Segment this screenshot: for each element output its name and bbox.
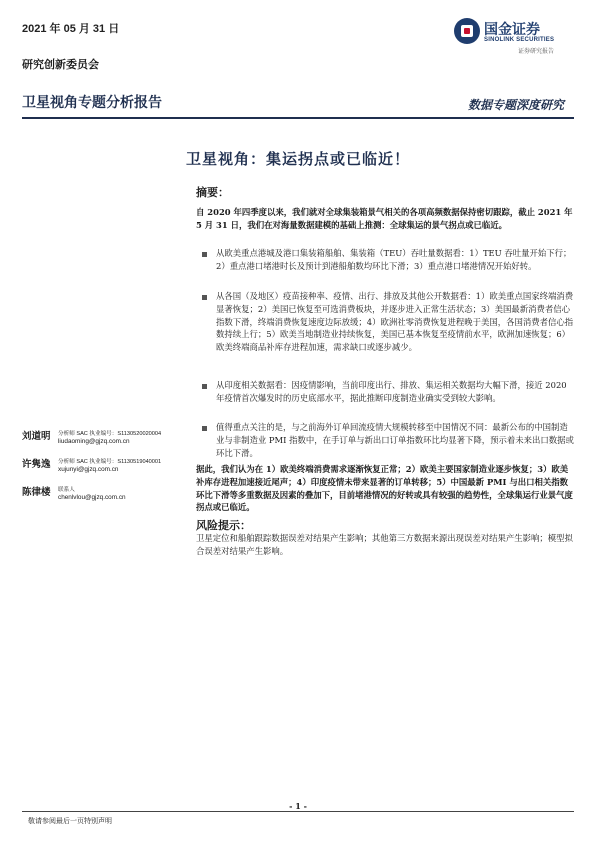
risk-heading: 风险提示： — [196, 519, 251, 532]
abstract-bullet: 从印度相关数据看：因疫情影响，当前印度出行、排放、集运相关数据均大幅下滑，接近 2020 年疫情首次爆发时的历史底部水平，据此推断印度制造业确实受到较大影响。 — [216, 380, 567, 403]
analyst-email: liudaoming@gjzq.com.cn — [58, 438, 130, 445]
logo-mark-icon — [454, 18, 480, 44]
risk-text: 卫星定位和船舶跟踪数据误差对结果产生影响；其他第三方数据来源出现误差对结果产生影响；模型拟合误差对结果产生影响。 — [196, 533, 573, 556]
bullet-marker — [202, 426, 207, 431]
report-subtitle: 数据专题深度研究 — [467, 98, 564, 112]
company-logo — [454, 18, 574, 58]
abstract-intro: 自 2020 年四季度以来，我们就对全球集装箱景气相关的各项高频数据保持密切跟踪，截止 2021 年 5 月 31 日，我们在对海量数据建模的基础上推测：全球集运的景气拐点或已临近。 — [196, 207, 573, 230]
bullet-marker — [202, 252, 207, 257]
abstract-conclusion: 据此，我们认为在 1）欧美终端消费需求逐渐恢复正常；2）欧美主要国家制造业逐步恢复；3）欧美补库存进程加速接近尾声；4）印度疫情未带来显著的订单转移；5）中国最新 PMI 与出口相关指数环比下滑等多重数据及因素的叠加下，目前堵港情况的好转或具有较强的趋势性，全球集运行业景气度拐点或已临近。 — [196, 464, 573, 513]
header-divider — [22, 117, 574, 119]
report-title: 卫星视角：集运拐点或已临近！ — [185, 150, 410, 168]
bullet-marker — [202, 384, 207, 389]
report-date: 2021 年 05 月 31 日 — [22, 23, 120, 35]
abstract-bullet: 值得重点关注的是，与之前海外订单回流疫情大规模转移至中国情况不同：最新公布的中国制造业与非制造业 PMI 指数中，在手订单与新出口订单指数环比均显著下降，预示着未来出口数据或环比下滑。 — [216, 422, 574, 458]
analyst-sac-id: 分析师 SAC 执业编号：S1130519040001 — [58, 459, 162, 465]
abstract-bullet: 从各国（及地区）疫苗接种率、疫情、出行、排放及其他公开数据看：1）欧美重点国家终端消费显著恢复；2）美国已恢复至可选消费板块，并逐步进入正常生活状态；3）美国最新消费者信心指数下滑，终端消费恢复速度边际放缓；4）欧洲社零消费恢复进程晚于美国，各国消费者信心指数持续上行；5）欧美当地制造业持续恢复，美国已基本恢复至疫情前水平，欧洲加速恢复；6）欧美终端商品补库存进程加速，需求缺口或逐步减少。 — [216, 291, 574, 353]
analyst-name: 刘道明 — [22, 431, 51, 442]
bullet-marker — [202, 295, 207, 300]
logo-name: 国金证券 — [484, 21, 540, 37]
footer-disclaimer: 敬请参阅最后一页特别声明 — [28, 817, 112, 825]
analyst-name: 许隽逸 — [22, 459, 51, 470]
page-number: - 1 - — [289, 801, 307, 811]
abstract-bullet: 从欧美重点港城及港口集装箱船舶、集装箱（TEU）吞吐量数据看：1）TEU 吞吐量开始下行；2）重点港口堵港时长及预计到港船舶数均环比下滑；3）重点港口堵港情况开始好转。 — [216, 248, 572, 271]
logo-english-name: SINOLINK SECURITIES — [484, 37, 555, 43]
committee-name: 研究创新委员会 — [22, 58, 99, 71]
analyst-sac-id: 分析师 SAC 执业编号：S1130520020004 — [58, 431, 162, 437]
report-type: 卫星视角专题分析报告 — [22, 94, 162, 110]
analyst-name: 陈律楼 — [22, 487, 51, 498]
abstract-heading: 摘要： — [196, 186, 229, 199]
logo-tagline: 证券研究报告 — [518, 48, 555, 55]
analyst-email: chenlvlou@gjzq.com.cn — [58, 494, 126, 501]
analyst-role: 联系人 — [58, 487, 75, 493]
footer-divider — [22, 811, 574, 812]
analyst-email: xujunyi@gjzq.com.cn — [58, 466, 119, 473]
